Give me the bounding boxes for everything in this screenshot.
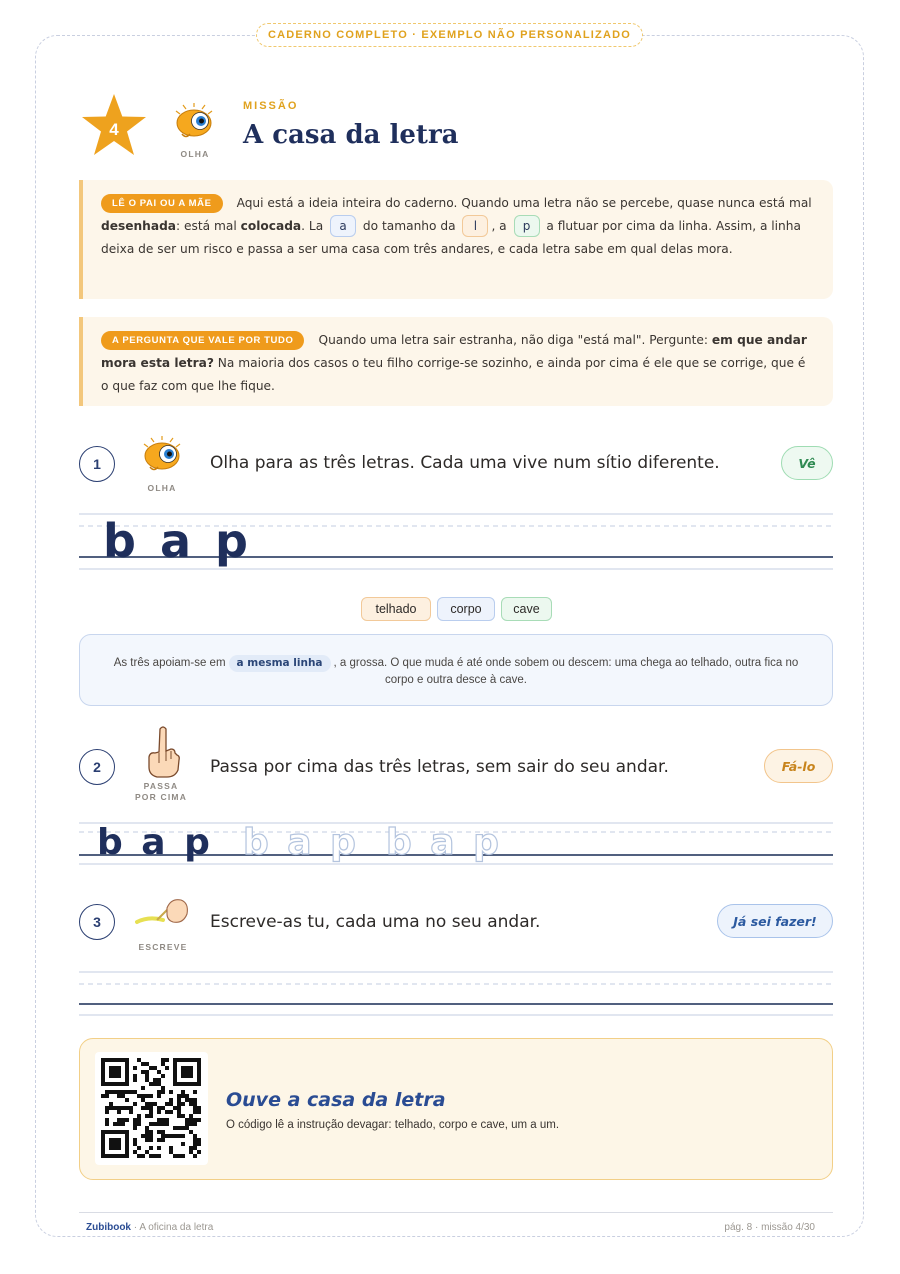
model-letters: b a p (103, 514, 252, 568)
trace-letters-outline[interactable]: b a p (243, 822, 359, 863)
trace-model-letters: b a p (97, 822, 213, 863)
question-note-text: Quando uma letra sair estranha, não diga "está mal". Pergunte: (318, 333, 712, 347)
audio-title: Ouve a casa da letra (226, 1089, 446, 1111)
eye-mascot-icon (140, 436, 184, 474)
question-note-bold: em que andar mora esta letra? (101, 333, 807, 370)
i-can-do-it-button[interactable]: Já sei fazer! (717, 904, 833, 938)
writing-lines[interactable] (79, 966, 833, 1020)
parent-note-bold: colocada (240, 219, 302, 233)
letter-chip-l: l (462, 215, 488, 237)
step-3-instruction: Escreve-as tu, cada uma no seu andar. (210, 912, 541, 932)
step-2-instruction: Passa por cima das três letras, sem sair do seu andar. (210, 757, 669, 777)
do-it-button[interactable]: Fá-lo (764, 749, 833, 783)
parent-note-text: , a (491, 219, 511, 233)
audio-subtitle: O código lê a instrução devagar: telhado, corpo e cave, um a um. (226, 1119, 560, 1131)
page-title: A casa da letra (243, 120, 459, 150)
info-text: As três apoiam-se em (113, 657, 226, 669)
info-text: , a grossa. O que muda é até onde sobem ou descem: uma chega ao telhado, outra fica no corpo e outra desce à cave. (333, 657, 799, 686)
parent-note-bold: desenhada (101, 219, 177, 233)
step-1-caption: OLHA (147, 483, 177, 493)
step-1-instruction: Olha para as três letras. Cada uma vive num sítio diferente. (210, 453, 720, 473)
see-button[interactable]: Vê (781, 446, 833, 480)
parent-note-text: : está mal (176, 219, 241, 233)
book-name: · A oficina da letra (131, 1222, 214, 1233)
step-2-caption: PASSA POR CIMA (134, 781, 188, 802)
page-number: pág. 8 · missão 4/30 (724, 1222, 815, 1233)
parent-note (79, 180, 833, 299)
step-number-2: 2 (79, 749, 115, 785)
pointing-hand-icon (145, 725, 183, 781)
question-note-tag: A PERGUNTA QUE VALE POR TUDO (101, 331, 304, 350)
question-note-text: Na maioria dos casos o teu filho corrige-se sozinho, e ainda por cima é ele que se corrige, que é o que faz com que lhe fique. (101, 356, 806, 393)
parent-note-text: Aqui está a ideia inteira do caderno. Quando uma letra não se percebe, quase nunca está mal (236, 196, 812, 210)
info-box (79, 634, 833, 706)
qr-code-image (95, 1052, 208, 1165)
writing-hand-icon (135, 894, 193, 934)
floor-chip-cave: cave (501, 597, 552, 621)
parent-note-text: do tamanho da (359, 219, 460, 233)
footer-brand (86, 1222, 213, 1233)
eye-mascot-icon (172, 103, 216, 141)
floor-chip-corpo: corpo (437, 597, 495, 621)
parent-note-tag: LÊ O PAI OU A MÃE (101, 194, 223, 213)
mission-kicker: MISSÃO (243, 100, 299, 112)
step-number-3: 3 (79, 904, 115, 940)
mission-number: 4 (109, 120, 119, 139)
footer-divider (79, 1212, 833, 1213)
audio-box (79, 1038, 833, 1180)
highlight-line: a mesma linha (229, 655, 331, 672)
parent-note-text: . La (301, 219, 328, 233)
step-number-1: 1 (79, 446, 115, 482)
brand-name: Zubibook (86, 1222, 131, 1233)
letter-chip-a: a (330, 215, 356, 237)
qr-code[interactable] (95, 1052, 208, 1165)
parent-note-text: a flutuar por cima da linha. Assim, a linha deixa de ser um risco e passa a ser uma casa com três andares, e cada letra sabe em qual delas mora. (101, 219, 801, 256)
trace-letters-outline[interactable]: b a p (386, 822, 502, 863)
floor-chip-telhado: telhado (361, 597, 431, 621)
step-3-caption: ESCREVE (138, 942, 188, 952)
edition-banner: CADERNO COMPLETO · EXEMPLO NÃO PERSONALIZADO (256, 23, 643, 47)
question-note (79, 317, 833, 406)
mascot-caption: OLHA (180, 149, 210, 159)
letter-chip-p: p (514, 215, 540, 237)
